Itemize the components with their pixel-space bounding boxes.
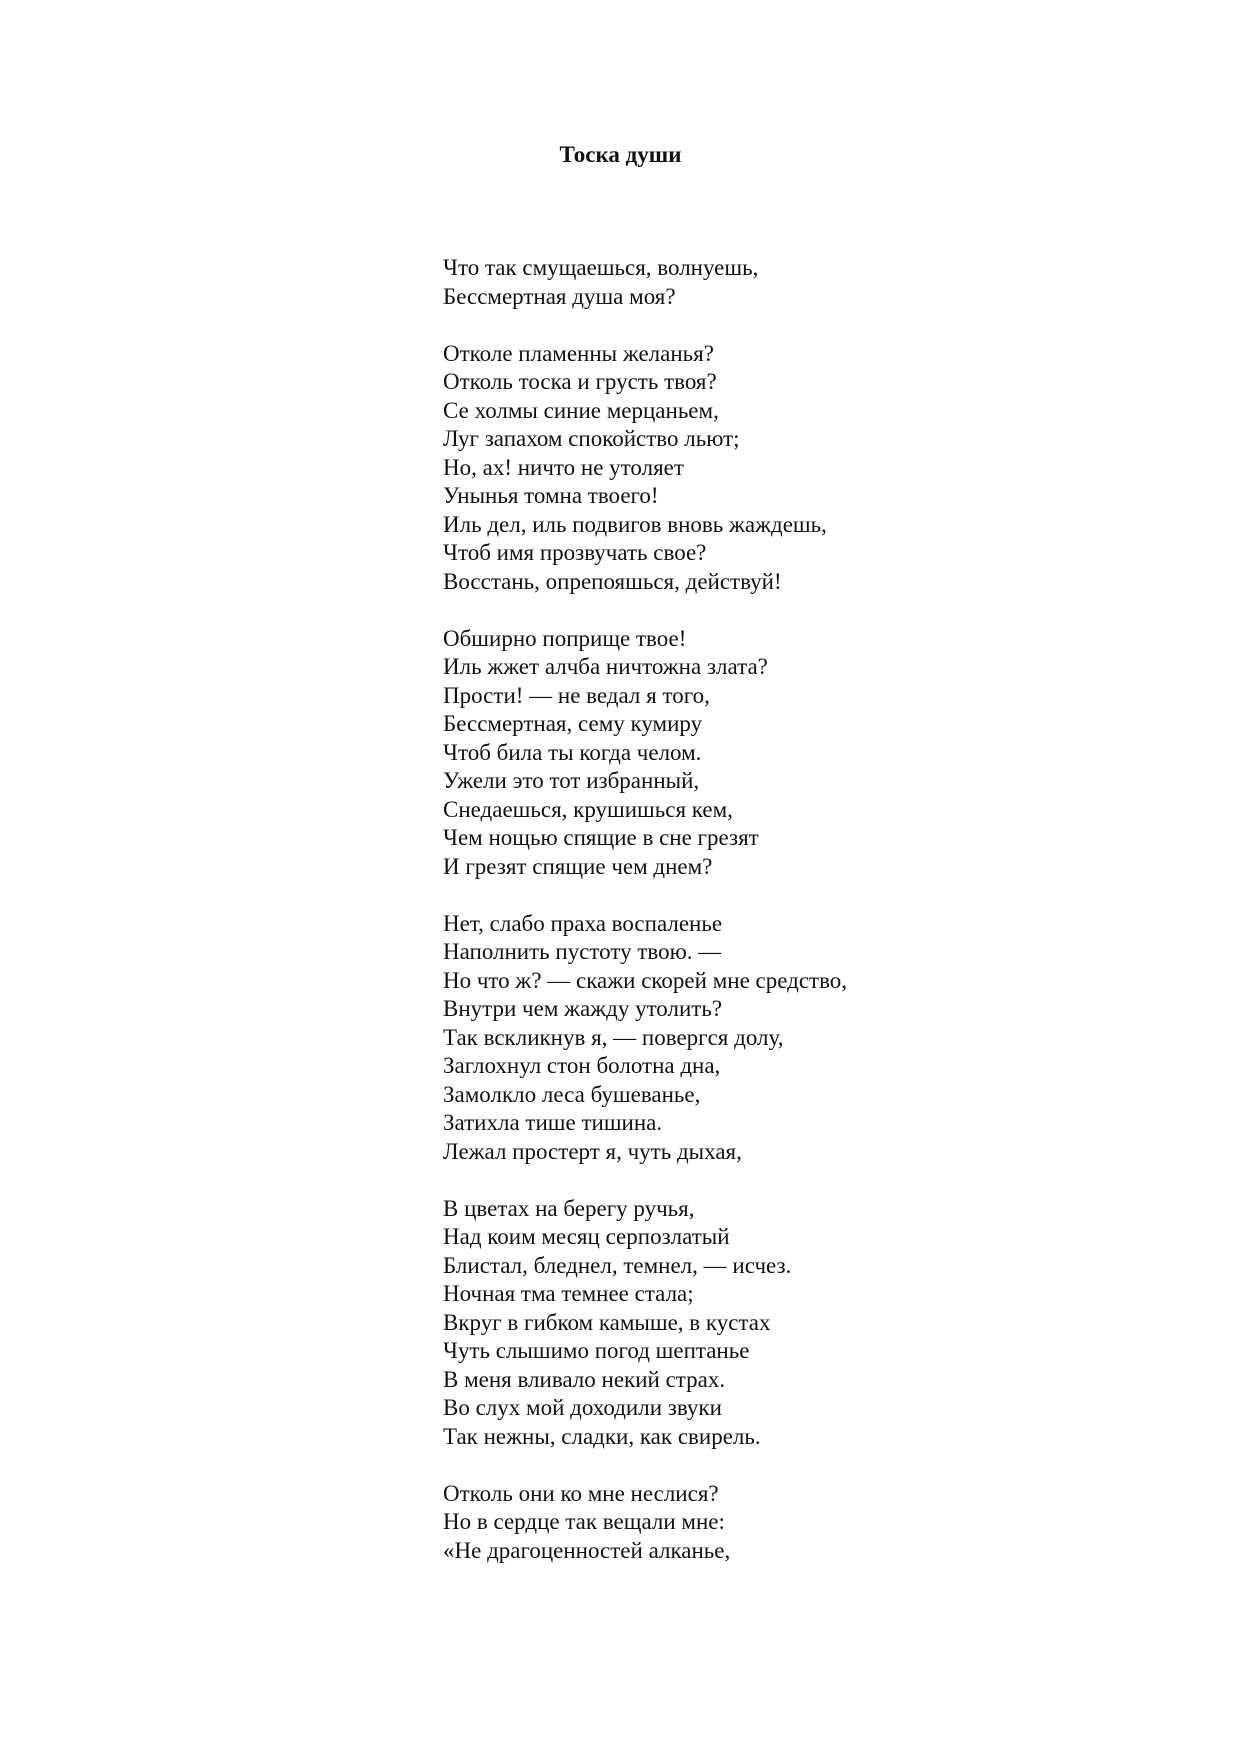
poem-line: Нет, слабо праха воспаленье xyxy=(443,910,723,936)
poem-line: В меня вливало некий страх. xyxy=(443,1366,726,1392)
poem-line: Во слух мой доходили звуки xyxy=(443,1395,722,1420)
poem-line: Снедаешься, крушишься кем, xyxy=(443,796,733,822)
stanza-4 xyxy=(443,910,1143,1167)
poem-line: Вкруг в гибком камыше, в кустах xyxy=(443,1309,771,1335)
poem-line: Так нежны, сладки, как свирель. xyxy=(443,1423,761,1449)
stanza-6 xyxy=(443,1480,1143,1566)
poem-line: Блистал, бледнел, темнел, — исчез. xyxy=(443,1252,792,1278)
poem-line: Над коим месяц серпозлатый xyxy=(443,1224,730,1249)
poem-line: Отколь они ко мне неслися? xyxy=(443,1480,719,1506)
poem-line: Обширно поприще твое! xyxy=(443,625,687,651)
poem-line: Но что ж? — скажи скорей мне средство, xyxy=(443,967,848,993)
poem-line: Затихла тише тишина. xyxy=(443,1110,663,1135)
poem-body xyxy=(443,254,1143,1594)
poem-line: Чтоб била ты когда челом. xyxy=(443,739,702,765)
poem-line: Прости! — не ведал я того, xyxy=(443,682,710,708)
poem-line: Восстань, опрепояшься, действуй! xyxy=(443,568,782,594)
poem-line: Унынья томна твоего! xyxy=(443,483,659,508)
poem-line: Отколь тоска и грусть твоя? xyxy=(443,369,717,394)
poem-line: Иль жжет алчба ничтожна злата? xyxy=(443,654,768,679)
poem-line: Заглохнул стон болотна дна, xyxy=(443,1053,721,1078)
poem-line: «Не драгоценностей алканье, xyxy=(443,1537,731,1563)
poem-line: Наполнить пустоту твою. — xyxy=(443,939,722,964)
poem-line: Ночная тма темнее стала; xyxy=(443,1281,694,1306)
poem-line: Лежал простерт я, чуть дыхая, xyxy=(443,1138,742,1164)
poem-line: Замолкло леса бушеванье, xyxy=(443,1081,701,1107)
poem-line: Отколе пламенны желанья? xyxy=(443,340,714,366)
stanza-3 xyxy=(443,625,1143,882)
poem-line: Но в сердце так вещали мне: xyxy=(443,1509,725,1534)
poem-line: Бессмертная душа моя? xyxy=(443,283,676,309)
poem-line: Чуть слышимо погод шептанье xyxy=(443,1338,750,1363)
poem-line: Но, ах! ничто не утоляет xyxy=(443,454,684,480)
poem-line: Так вскликнув я, — повергся долу, xyxy=(443,1024,784,1050)
poem-line: Иль дел, иль подвигов вновь жаждешь, xyxy=(443,511,827,537)
stanza-5 xyxy=(443,1195,1143,1452)
poem-line: Ужели это тот избранный, xyxy=(443,768,700,793)
poem-line: Се холмы синие мерцаньем, xyxy=(443,397,719,423)
poem-line: И грезят спящие чем днем? xyxy=(443,853,713,879)
stanza-1 xyxy=(443,254,1143,311)
poem-line: Луг запахом спокойство льют; xyxy=(443,426,740,451)
poem-line: Что так смущаешься, волнуешь, xyxy=(443,255,759,280)
poem-line: Чтоб имя прозвучать свое? xyxy=(443,540,707,565)
poem-line: Чем нощью спящие в сне грезят xyxy=(443,825,759,850)
poem-title: Тоска души xyxy=(559,142,682,167)
poem-line: Бессмертная, сему кумиру xyxy=(443,711,703,736)
poem-line: Внутри чем жажду утолить? xyxy=(443,996,723,1021)
poem-line: В цветах на берегу ручья, xyxy=(443,1195,695,1221)
stanza-2 xyxy=(443,340,1143,597)
